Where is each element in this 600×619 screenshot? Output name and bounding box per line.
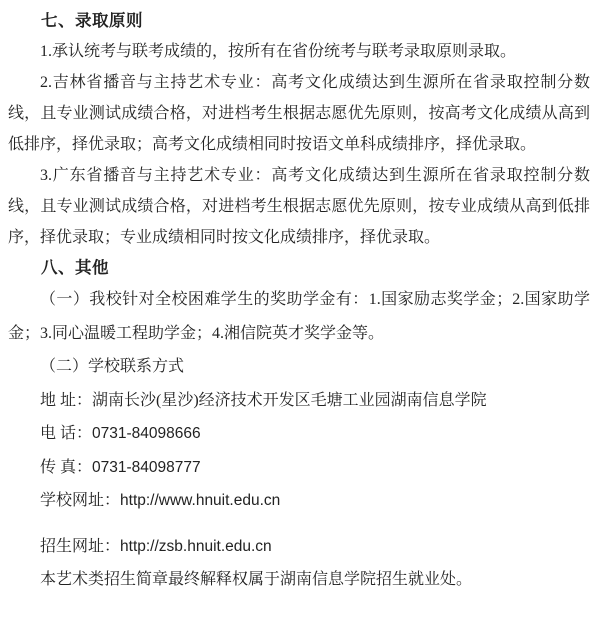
section-heading-admission-principles: 七、录取原则 <box>41 11 143 30</box>
contact-row-fax <box>8 451 590 485</box>
paragraph-contact-intro: （二）学校联系方式 <box>40 358 185 375</box>
paragraph-scholarships: （一）我校针对全校困难学生的奖助学金有：1.国家励志奖学金；2.国家助学金；3.同心温暖工程助学金；4.湘信院英才奖学金等。 <box>8 291 590 342</box>
phone-label: 电 话： <box>40 425 93 442</box>
contact-row-admissions-website <box>8 530 590 564</box>
address-value: 湖南长沙(星沙)经济技术开发区毛塘工业园湖南信息学院 <box>92 391 487 409</box>
fax-label: 传 真： <box>40 458 93 476</box>
fax-value: 0731-84098777 <box>92 458 201 476</box>
admissions-website-url: http://zsb.hnuit.edu.cn <box>120 537 272 555</box>
contact-row-address <box>8 384 590 418</box>
paragraph-jilin-broadcasting: 2.吉林省播音与主持艺术专业：高考文化成绩达到生源所在省录取控制分数线，且专业测试成绩合格，对进档考生根据志愿优先原则，按高考文化成绩从高到低排序，择优录取；高考文化成绩相同时按语文单科成绩排序，择优录取。 <box>8 74 590 153</box>
contact-row-school-website <box>8 484 590 518</box>
paragraph-unified-exam: 1.承认统考与联考成绩的，按所有在省份统考与联考录取原则录取。 <box>40 43 517 60</box>
school-website-label: 学校网址： <box>40 492 121 509</box>
paragraph-guangdong-broadcasting: 3.广东省播音与主持艺术专业：高考文化成绩达到生源所在省录取控制分数线，且专业测试成绩合格，对进档考生根据志愿优先原则，按专业成绩从高到低排序，择优录取；专业成绩相同时按文化成绩排序，择优录取。 <box>8 167 590 246</box>
school-website-url: http://www.hnuit.edu.cn <box>120 492 281 509</box>
contact-row-phone <box>8 417 590 451</box>
address-label: 地 址： <box>40 391 93 409</box>
final-interpretation-note: 本艺术类招生简章最终解释权属于湖南信息学院招生就业处。 <box>40 571 473 588</box>
admissions-website-label: 招生网址： <box>40 537 121 555</box>
phone-value: 0731-84098666 <box>92 425 201 442</box>
section-heading-others: 八、其他 <box>41 258 109 277</box>
